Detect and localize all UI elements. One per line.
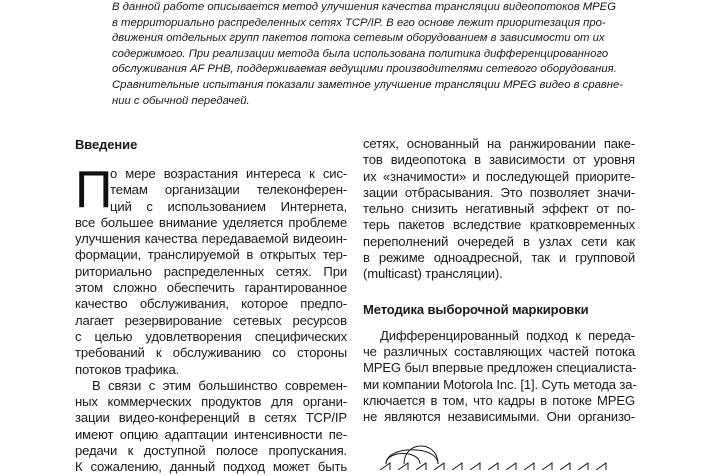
drop-cap: П <box>75 161 113 219</box>
frame-mark <box>506 463 516 470</box>
abstract-line: нии с обычной передачей. <box>112 94 250 107</box>
text-line: переполнений очередей в узлах сети как <box>363 233 635 249</box>
abstract-line: содержимого. При реализации метода была использована политика дифференцированного <box>112 47 609 60</box>
text-line: формации, транслируемой в открытых тер- <box>75 247 347 263</box>
text-line: терь пакетов вследствие кратковременных <box>363 217 635 233</box>
text-line: К сожалению, данный подход может быть <box>75 459 347 475</box>
text-line: требований к обслуживанию со стороны <box>75 345 347 361</box>
text-line: с целью удовлетворения специфических <box>75 328 347 344</box>
continuation-paragraph <box>363 136 635 283</box>
text-line: че различных составляющих частей потока <box>363 343 635 359</box>
text-line: имеют опцию адаптации интенсивности пе- <box>75 426 347 442</box>
text-line: не являются независимыми. Они организо- <box>363 409 635 425</box>
frame-mark <box>380 463 390 470</box>
text-line: сетях, основанный на ранжировании паке- <box>363 136 635 151</box>
text-line: потоков трафика. <box>75 361 180 377</box>
frame-mark <box>488 463 498 470</box>
right-column <box>363 136 635 425</box>
abstract-line: в территориально распределенных сетях TCP/IP. В его основе лежит приоритезация про- <box>112 16 606 29</box>
text-line: в режиме одноадресной, так и групповой <box>363 250 635 266</box>
text-line: зации видео-конференций в сетях TCP/IP <box>75 410 347 426</box>
frame-mark <box>398 463 408 470</box>
dependency-arc <box>386 450 438 464</box>
frame-mark <box>434 463 444 470</box>
frame-mark <box>524 463 534 470</box>
intro-paragraph <box>75 161 347 476</box>
text-line: этом сложно обеспечить гарантированное <box>75 280 347 296</box>
text-line: зации отбрасывания. Это позволяет значи- <box>363 184 635 200</box>
text-line: (multicast) трансляции). <box>363 266 503 282</box>
frame-mark <box>578 463 588 470</box>
text-line: ми компании Motorola Inc. [1]. Суть метода за- <box>363 376 637 392</box>
text-line: темам организации телеконферен- <box>110 182 347 198</box>
text-line: тельно снизить негативный эффект от по- <box>363 201 635 217</box>
frame-mark <box>560 463 570 470</box>
mpeg-frame-diagram <box>372 442 662 470</box>
left-column <box>75 136 347 476</box>
text-line: Дифференцированный подход к переда- <box>380 327 635 343</box>
abstract-line: движения отдельных групп пакетов потока сетевым оборудованием в зависимости от их <box>112 32 605 45</box>
text-line: их «значимости» и последующей приорите- <box>363 168 635 184</box>
frame-mark <box>416 463 426 470</box>
abstract-line: Сравнительные испытания показали заметное улучшение трансляции MPEG видео в сравне- <box>112 78 624 91</box>
text-line: редачи к доступной полосе пропускания. <box>75 443 347 459</box>
section-heading-introduction: Введение <box>75 137 138 152</box>
text-line: все большее внимание уделяется проблеме <box>75 214 347 230</box>
text-line: MPEG был впервые предложен специалиста- <box>363 360 637 376</box>
frame-mark <box>470 463 480 470</box>
text-line: лагает резервирование сетевых ресурсов <box>75 312 347 328</box>
text-line: риториально распределенных сетях. При <box>75 263 347 279</box>
abstract-line: В данной работе описывается метод улучшения качества трансляции видеопотоков MPEG <box>112 1 617 13</box>
text-line: ных коммерческих продуктов для органи- <box>75 394 347 410</box>
abstract-line: обслуживания AF PHB, поддерживаемая ведущими производителями сетевого оборудования. <box>112 63 617 76</box>
text-line: ключается в том, что кадры в потоке MPEG <box>363 392 635 408</box>
frame-mark <box>542 463 552 470</box>
text-line: улучшения качества передаваемой видеоин- <box>75 231 347 247</box>
text-line: качество обслуживания, которое предпо- <box>75 296 347 312</box>
abstract <box>112 0 624 109</box>
text-line: ций с использованием Интернета, <box>110 198 347 214</box>
frame-mark <box>452 463 462 470</box>
text-line: тов видеопотока в зависимости от уровня <box>363 152 635 168</box>
text-line: В связи с этим большинство современ- <box>92 377 347 393</box>
frame-mark <box>596 463 606 470</box>
section-heading-method: Методика выборочной маркировки <box>363 301 589 317</box>
method-paragraph <box>363 328 635 426</box>
text-line: о мере возрастания интереса к сис- <box>110 166 347 181</box>
